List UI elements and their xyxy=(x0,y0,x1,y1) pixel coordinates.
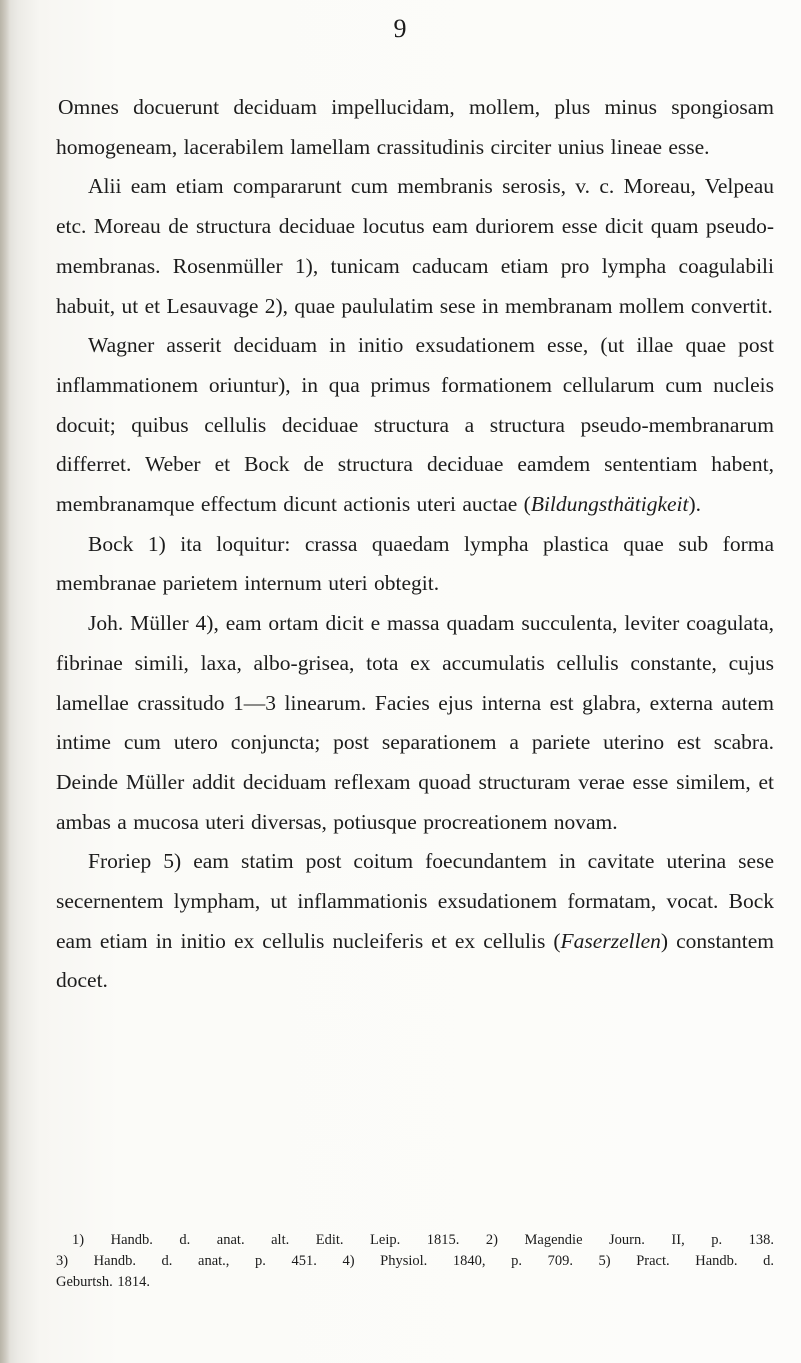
paragraph-6 xyxy=(56,842,774,1001)
paragraph-4 xyxy=(56,525,774,604)
paragraph-5 xyxy=(56,604,774,842)
footnotes xyxy=(56,1230,774,1293)
paragraph-2-text: Alii eam etiam compararunt cum membranis serosis, v. c. Moreau, Velpeau etc. Moreau de structura deciduae locutus eam duriorem esse dicit quam pseudo-membranas. Rosenmüller 1), tunicam caducam etiam pro lympha coagulabili habuit, ut et Lesauvage 2), quae paululatim sese in membranam mollem convertit. xyxy=(56,174,774,318)
paragraph-3-tail: ). xyxy=(688,492,702,517)
paragraph-1-text: Omnes docuerunt deciduam impellucidam, mollem, plus minus spongiosam homogeneam, lacerabilem lamellam crassitudinis circiter unius lineae esse. xyxy=(56,95,774,159)
binding-shadow xyxy=(0,0,10,1363)
paragraph-5-text: Joh. Müller 4), eam ortam dicit e massa quadam succulenta, leviter coagulata, fibrinae simili, laxa, albo-grisea, tota ex accumulatis cellulis constante, cujus lamellae crassitudo 1—3 linearum. Facies ejus interna est glabra, externa autem intime cum utero conjuncta; post separationem a pariete uterino est scabra. Deinde Müller addit deciduam reflexam quoad structuram verae esse similem, et ambas a mucosa uteri diversas, potiusque procreationem novam. xyxy=(56,611,774,834)
body-text xyxy=(56,88,774,1001)
paragraph-3-italic-term: Bildungsthätigkeit xyxy=(530,492,689,517)
footnote-line-3: Geburtsh. 1814. xyxy=(56,1274,151,1290)
footnote-line-2: 3) Handb. d. anat., p. 451. 4) Physiol. 1840, p. 709. 5) Pract. Handb. d. xyxy=(56,1253,774,1269)
paragraph-6-text: Froriep 5) eam statim post coitum foecundantem in cavitate uterina sese secernentem lympham, ut inflammationis exsudationem formatam, vocat. Bock eam etiam in initio ex cellulis nucleiferis et ex cellulis ( xyxy=(56,849,774,953)
paragraph-3 xyxy=(56,326,774,525)
page-number: 9 xyxy=(393,14,408,43)
footnote-line-1: 1) Handb. d. anat. alt. Edit. Leip. 1815. 2) Magendie Journ. II, p. 138. xyxy=(72,1232,774,1248)
paragraph-4-text: Bock 1) ita loquitur: crassa quaedam lympha plastica quae sub forma membranae parietem internum uteri obtegit. xyxy=(56,531,774,596)
paragraph-6-tail: ) constantem docet. xyxy=(56,928,775,993)
paragraph-6-italic-term: Faserzellen xyxy=(560,928,661,953)
paragraph-3-text: Wagner asserit deciduam in initio exsudationem esse, (ut illae quae post inflammationem oriuntur), in qua primus formationem cellularum cum nucleis docuit; quibus cellulis deciduae structura a structura pseudo-membranarum differret. Weber et Bock de structura deciduae eamdem sententiam habent, membranamque effectum dicunt actionis uteri auctae ( xyxy=(56,333,774,517)
paragraph-2 xyxy=(56,167,774,326)
paragraph-1 xyxy=(56,88,774,167)
